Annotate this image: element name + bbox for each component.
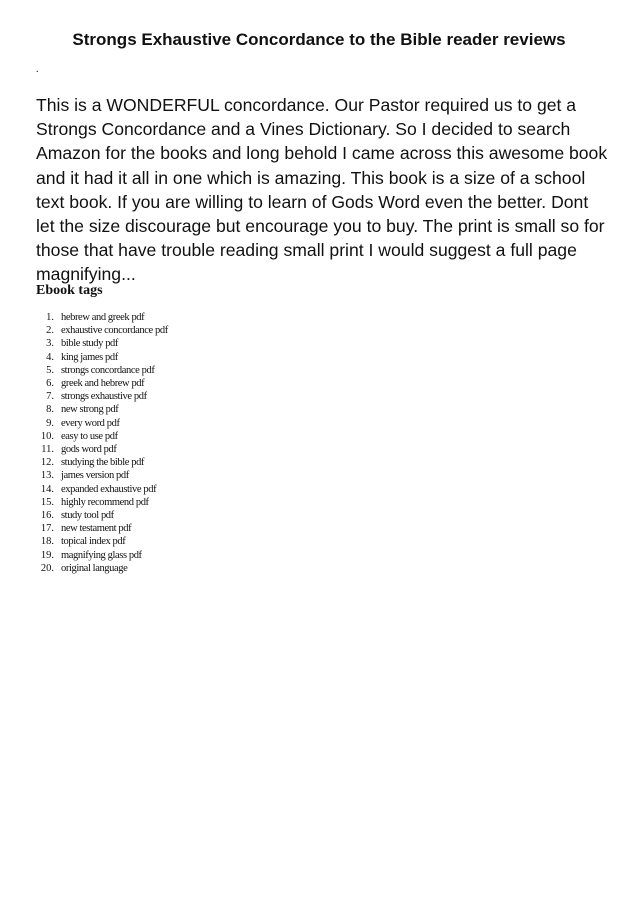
tag-item: [30, 417, 168, 430]
tag-item: [30, 535, 168, 548]
tag-item: [30, 430, 168, 443]
tag-label: magnifying glass pdf: [61, 549, 142, 561]
tag-item: [30, 403, 168, 416]
tag-item: [30, 324, 168, 337]
tag-label: king james pdf: [61, 351, 118, 363]
tag-number: 18.: [40, 536, 54, 548]
tag-item: [30, 443, 168, 456]
tag-label: james version pdf: [61, 470, 129, 482]
tag-label: new strong pdf: [61, 404, 119, 416]
tag-number: 12.: [40, 457, 54, 469]
tag-item: [30, 469, 168, 482]
page-title: Strongs Exhaustive Concordance to the Bible reader reviews: [72, 30, 566, 49]
tag-number: 20.: [40, 562, 54, 574]
separator-dot: .: [36, 64, 39, 75]
tag-label: gods word pdf: [61, 444, 117, 456]
tag-number: 8.: [46, 404, 54, 416]
tag-item: [30, 522, 168, 535]
tag-number: 9.: [46, 417, 54, 429]
tag-label: new testament pdf: [61, 523, 132, 535]
tag-number: 11.: [41, 444, 54, 456]
tag-number: 10.: [40, 430, 54, 442]
tag-item: [30, 377, 168, 390]
tag-item: [30, 311, 168, 324]
tag-label: study tool pdf: [61, 510, 114, 522]
tag-label: strongs concordance pdf: [61, 364, 155, 376]
tag-number: 2.: [46, 325, 54, 337]
tag-item: [30, 562, 168, 575]
tag-label: strongs exhaustive pdf: [61, 391, 147, 403]
tag-number: 3.: [46, 338, 54, 350]
tag-item: [30, 549, 168, 562]
tag-item: [30, 351, 168, 364]
tag-label: original language: [61, 562, 128, 574]
tag-number: 13.: [40, 470, 54, 482]
tag-number: 14.: [40, 483, 54, 495]
tag-number: 19.: [40, 549, 54, 561]
tag-number: 7.: [46, 391, 54, 403]
tag-label: topical index pdf: [61, 536, 126, 548]
review-text: This is a WONDERFUL concordance. Our Pastor required us to get a Strongs Concordance and a Vines Dictionary. So I decided to search Amazon for the books and long behold I came across this awesome book and it had it all in one which is amazing. This book is a size of a school text book. If you are willing to learn of Gods Word even the better. Dont let the size discourage but encourage you to buy. The print is small so for those that have trouble reading small print I would suggest a full page magnifying...: [36, 95, 608, 285]
tag-label: expanded exhaustive pdf: [61, 483, 157, 495]
tag-item: [30, 390, 168, 403]
tag-item: [30, 496, 168, 509]
tag-item: [30, 509, 168, 522]
tag-number: 15.: [40, 496, 54, 508]
tag-label: studying the bible pdf: [61, 457, 145, 469]
tag-item: [30, 456, 168, 469]
tag-number: 1.: [46, 312, 54, 323]
tag-number: 16.: [40, 510, 54, 522]
tag-label: easy to use pdf: [61, 430, 118, 442]
ebook-tags-list: [30, 311, 168, 575]
tag-label: highly recommend pdf: [61, 496, 149, 508]
tag-number: 17.: [40, 523, 54, 535]
tag-item: [30, 337, 168, 350]
tag-label: exhaustive concordance pdf: [61, 325, 168, 337]
tag-number: 4.: [46, 351, 54, 363]
tag-number: 6.: [46, 378, 54, 390]
tag-number: 5.: [46, 364, 54, 376]
tag-item: [30, 364, 168, 377]
tag-label: hebrew and greek pdf: [61, 312, 145, 323]
tag-item: [30, 483, 168, 496]
tag-label: greek and hebrew pdf: [61, 378, 145, 390]
tag-label: bible study pdf: [61, 338, 118, 350]
tag-label: every word pdf: [61, 417, 120, 429]
ebook-tags-heading: Ebook tags: [36, 283, 103, 298]
